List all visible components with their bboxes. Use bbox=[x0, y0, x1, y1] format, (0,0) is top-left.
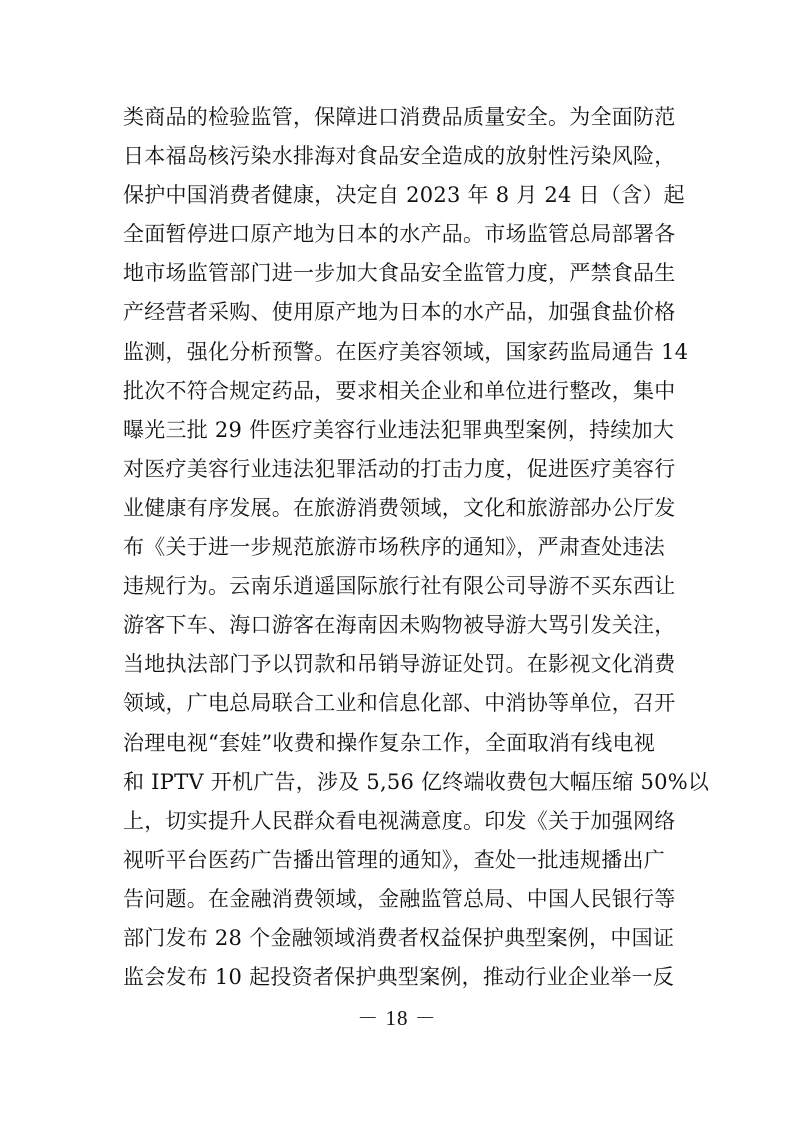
text-line: 游客下车、海口游客在海南因未购物被导游大骂引发关注， bbox=[123, 613, 676, 638]
text-line: 日本福岛核污染水排海对食品安全造成的放射性污染风险， bbox=[123, 144, 676, 169]
text-line: 上，切实提升人民群众看电视满意度。印发《关于加强网络 bbox=[123, 808, 676, 833]
text-line: 保护中国消费者健康，决定自 2023 年 8 月 24 日（含）起 bbox=[123, 183, 685, 208]
text-line: 地市场监管部门进一步加大食品安全监管力度，严禁食品生 bbox=[123, 261, 676, 286]
text-line: 违规行为。云南乐逍遥国际旅行社有限公司导游不买东西让 bbox=[123, 574, 676, 599]
body-paragraph bbox=[123, 98, 710, 997]
text-line: 曝光三批 29 件医疗美容行业违法犯罪典型案例，持续加大 bbox=[123, 417, 675, 442]
text-line: 领域，广电总局联合工业和信息化部、中消协等单位，召开 bbox=[123, 691, 676, 716]
text-line: 监会发布 10 起投资者保护典型案例，推动行业企业举一反 bbox=[123, 965, 675, 990]
text-line: 治理电视“套娃”收费和操作复杂工作，全面取消有线电视 bbox=[123, 730, 655, 755]
text-line: 业健康有序发展。在旅游消费领域，文化和旅游部办公厅发 bbox=[123, 495, 676, 520]
text-line: 部门发布 28 个金融领域消费者权益保护典型案例，中国证 bbox=[123, 925, 675, 950]
text-line: 产经营者采购、使用原产地为日本的水产品，加强食盐价格 bbox=[123, 300, 676, 325]
text-line: 当地执法部门予以罚款和吊销导游证处罚。在影视文化消费 bbox=[123, 652, 676, 677]
page-number: － 18 － bbox=[357, 1006, 437, 1030]
text-line: 和 IPTV 开机广告，涉及 5,56 亿终端收费包大幅压缩 50%以 bbox=[123, 769, 710, 794]
text-line: 批次不符合规定药品，要求相关企业和单位进行整改，集中 bbox=[123, 378, 676, 403]
text-line: 全面暂停进口原产地为日本的水产品。市场监管总局部署各 bbox=[123, 222, 676, 247]
text-line: 告问题。在金融消费领域，金融监管总局、中国人民银行等 bbox=[123, 886, 676, 911]
text-line: 对医疗美容行业违法犯罪活动的打击力度，促进医疗美容行 bbox=[123, 456, 676, 481]
text-line: 监测，强化分析预警。在医疗美容领域，国家药监局通告 14 bbox=[123, 339, 689, 364]
text-line: 类商品的检验监管，保障进口消费品质量安全。为全面防范 bbox=[123, 105, 676, 129]
text-line: 布《关于进一步规范旅游市场秩序的通知》，严肃查处违法 bbox=[123, 535, 665, 560]
text-line: 视听平台医药广告播出管理的通知》，查处一批违规播出广 bbox=[123, 847, 665, 872]
